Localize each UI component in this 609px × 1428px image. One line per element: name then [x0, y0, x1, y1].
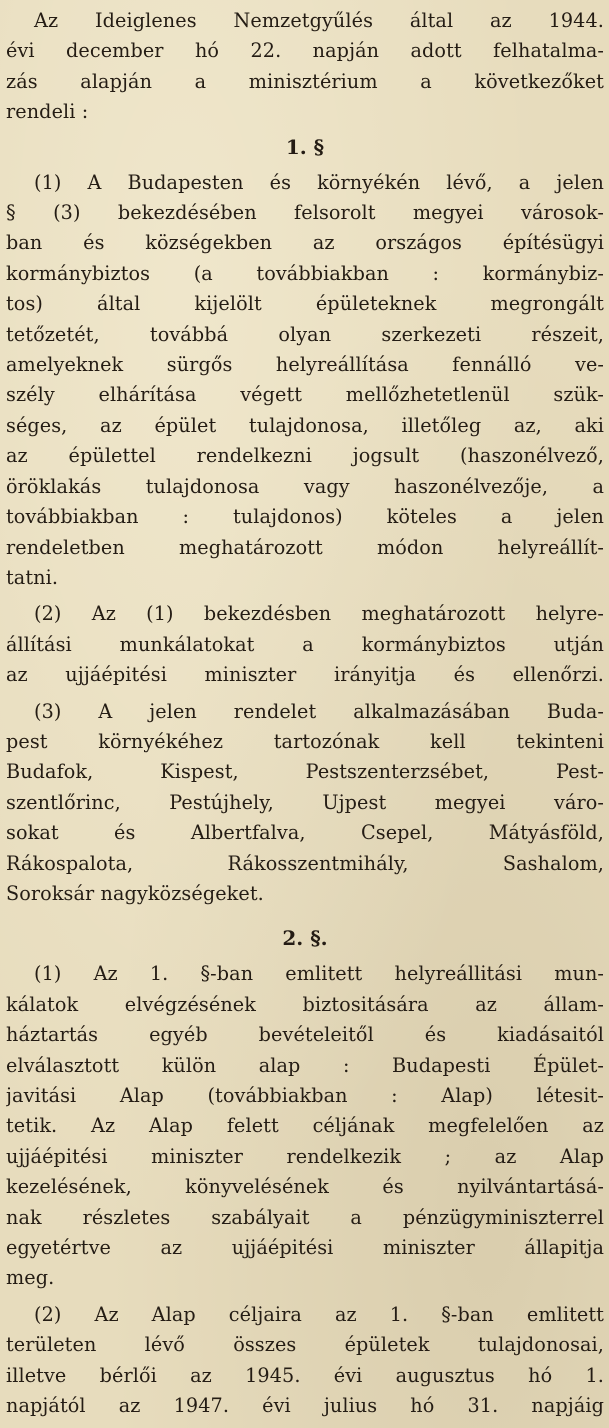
- text-line: területen lévő összes épületek tulajdonosai,: [6, 1333, 604, 1357]
- intro-line: rendeli :: [6, 100, 89, 124]
- text-line: tetőzetét, továbbá olyan szerkezeti részeit,: [6, 322, 604, 346]
- text-line: kezelésének, könyvelésének és nyilvántartásá-: [6, 1175, 604, 1199]
- intro-paragraph: [6, 6, 604, 128]
- text-line: amelyeknek sürgős helyreállítása fennálló ve-: [6, 353, 604, 377]
- section-2-paragraph-1: [6, 959, 604, 1293]
- section-2-paragraph-2: [6, 1300, 604, 1422]
- text-line: az ujjáépitési miniszter irányitja és ellenőrzi.: [6, 663, 604, 687]
- text-line: Budafok, Kispest, Pestszenterzsébet, Pest-: [6, 760, 604, 784]
- text-line: háztartás egyéb bevételeitől és kiadásaitól: [6, 1023, 604, 1047]
- text-line: ujjáépitési miniszter rendelkezik ; az Alap: [6, 1144, 604, 1168]
- text-line: (1) A Budapesten és környékén lévő, a jelen: [34, 170, 604, 194]
- intro-line: évi december hó 22. napján adott felhatalma-: [6, 39, 604, 63]
- section-1-paragraph-3: [6, 697, 604, 910]
- section-1-heading: 1. §: [285, 134, 325, 159]
- text-line: nak részletes szabályait a pénzügyminiszterrel: [6, 1205, 604, 1229]
- text-line: ban és községekben az országos építésügyi: [6, 231, 604, 255]
- text-line: kálatok elvégzésének biztositására az állam-: [6, 992, 604, 1016]
- text-line: séges, az épület tulajdonosa, illetőleg az, aki: [6, 413, 604, 437]
- text-line: szély elhárítása végett mellőzhetetlenül szük-: [6, 383, 604, 407]
- text-line: (2) Az (1) bekezdésben meghatározott helyre-: [34, 602, 604, 626]
- text-line: pest környékéhez tartozónak kell tekinteni: [6, 729, 604, 753]
- section-2-heading: 2. §.: [282, 926, 328, 951]
- text-line: meg.: [6, 1266, 55, 1290]
- text-line: § (3) bekezdésében felsorolt megyei városok-: [6, 201, 604, 225]
- text-line: sokat és Albertfalva, Csepel, Mátyásföld,: [6, 821, 604, 845]
- intro-line: Az Ideiglenes Nemzetgyűlés által az 1944.: [34, 9, 604, 32]
- text-line: tatni.: [6, 565, 59, 589]
- document-page: [6, 6, 604, 1422]
- text-line: rendeletben meghatározott módon helyreállít-: [6, 535, 604, 559]
- text-line: szentlőrinc, Pestújhely, Ujpest megyei váro-: [6, 790, 604, 814]
- text-line: továbbiakban : tulajdonos) köteles a jelen: [6, 505, 604, 529]
- text-line: (3) A jelen rendelet alkalmazásában Buda-: [34, 699, 604, 723]
- text-line: napjától az 1947. évi julius hó 31. napjáig: [6, 1394, 604, 1418]
- section-1-paragraph-1: [6, 168, 604, 594]
- text-line: (1) Az 1. §-ban emlitett helyreállitási mun-: [34, 962, 604, 986]
- text-line: elválasztott külön alap : Budapesti Épület-: [6, 1053, 604, 1077]
- text-line: Rákospalota, Rákosszentmihály, Sashalom,: [6, 851, 604, 875]
- text-line: tetik. Az Alap felett céljának megfelelően az: [6, 1114, 604, 1138]
- text-line: illetve bérlői az 1945. évi augusztus hó 1.: [6, 1363, 604, 1387]
- intro-line: zás alapján a minisztérium a következőket: [6, 69, 604, 93]
- text-line: öröklakás tulajdonosa vagy haszonélvezője, a: [6, 474, 604, 498]
- text-line: kormánybiztos (a továbbiakban : kormánybiz-: [6, 261, 604, 285]
- text-line: állítási munkálatokat a kormánybiztos utján: [6, 632, 604, 656]
- text-line: tos) által kijelölt épületeknek megrongált: [6, 292, 604, 316]
- section-1-paragraph-2: [6, 599, 604, 690]
- text-line: Soroksár nagyközségeket.: [6, 881, 264, 905]
- text-line: javitási Alap (továbbiakban : Alap) létesit-: [6, 1084, 604, 1107]
- text-line: egyetértve az ujjáépitési miniszter állapitja: [6, 1236, 604, 1260]
- text-line: (2) Az Alap céljaira az 1. §-ban emlitett: [34, 1302, 604, 1326]
- text-line: az épülettel rendelkezni jogsult (haszonélvező,: [6, 444, 604, 468]
